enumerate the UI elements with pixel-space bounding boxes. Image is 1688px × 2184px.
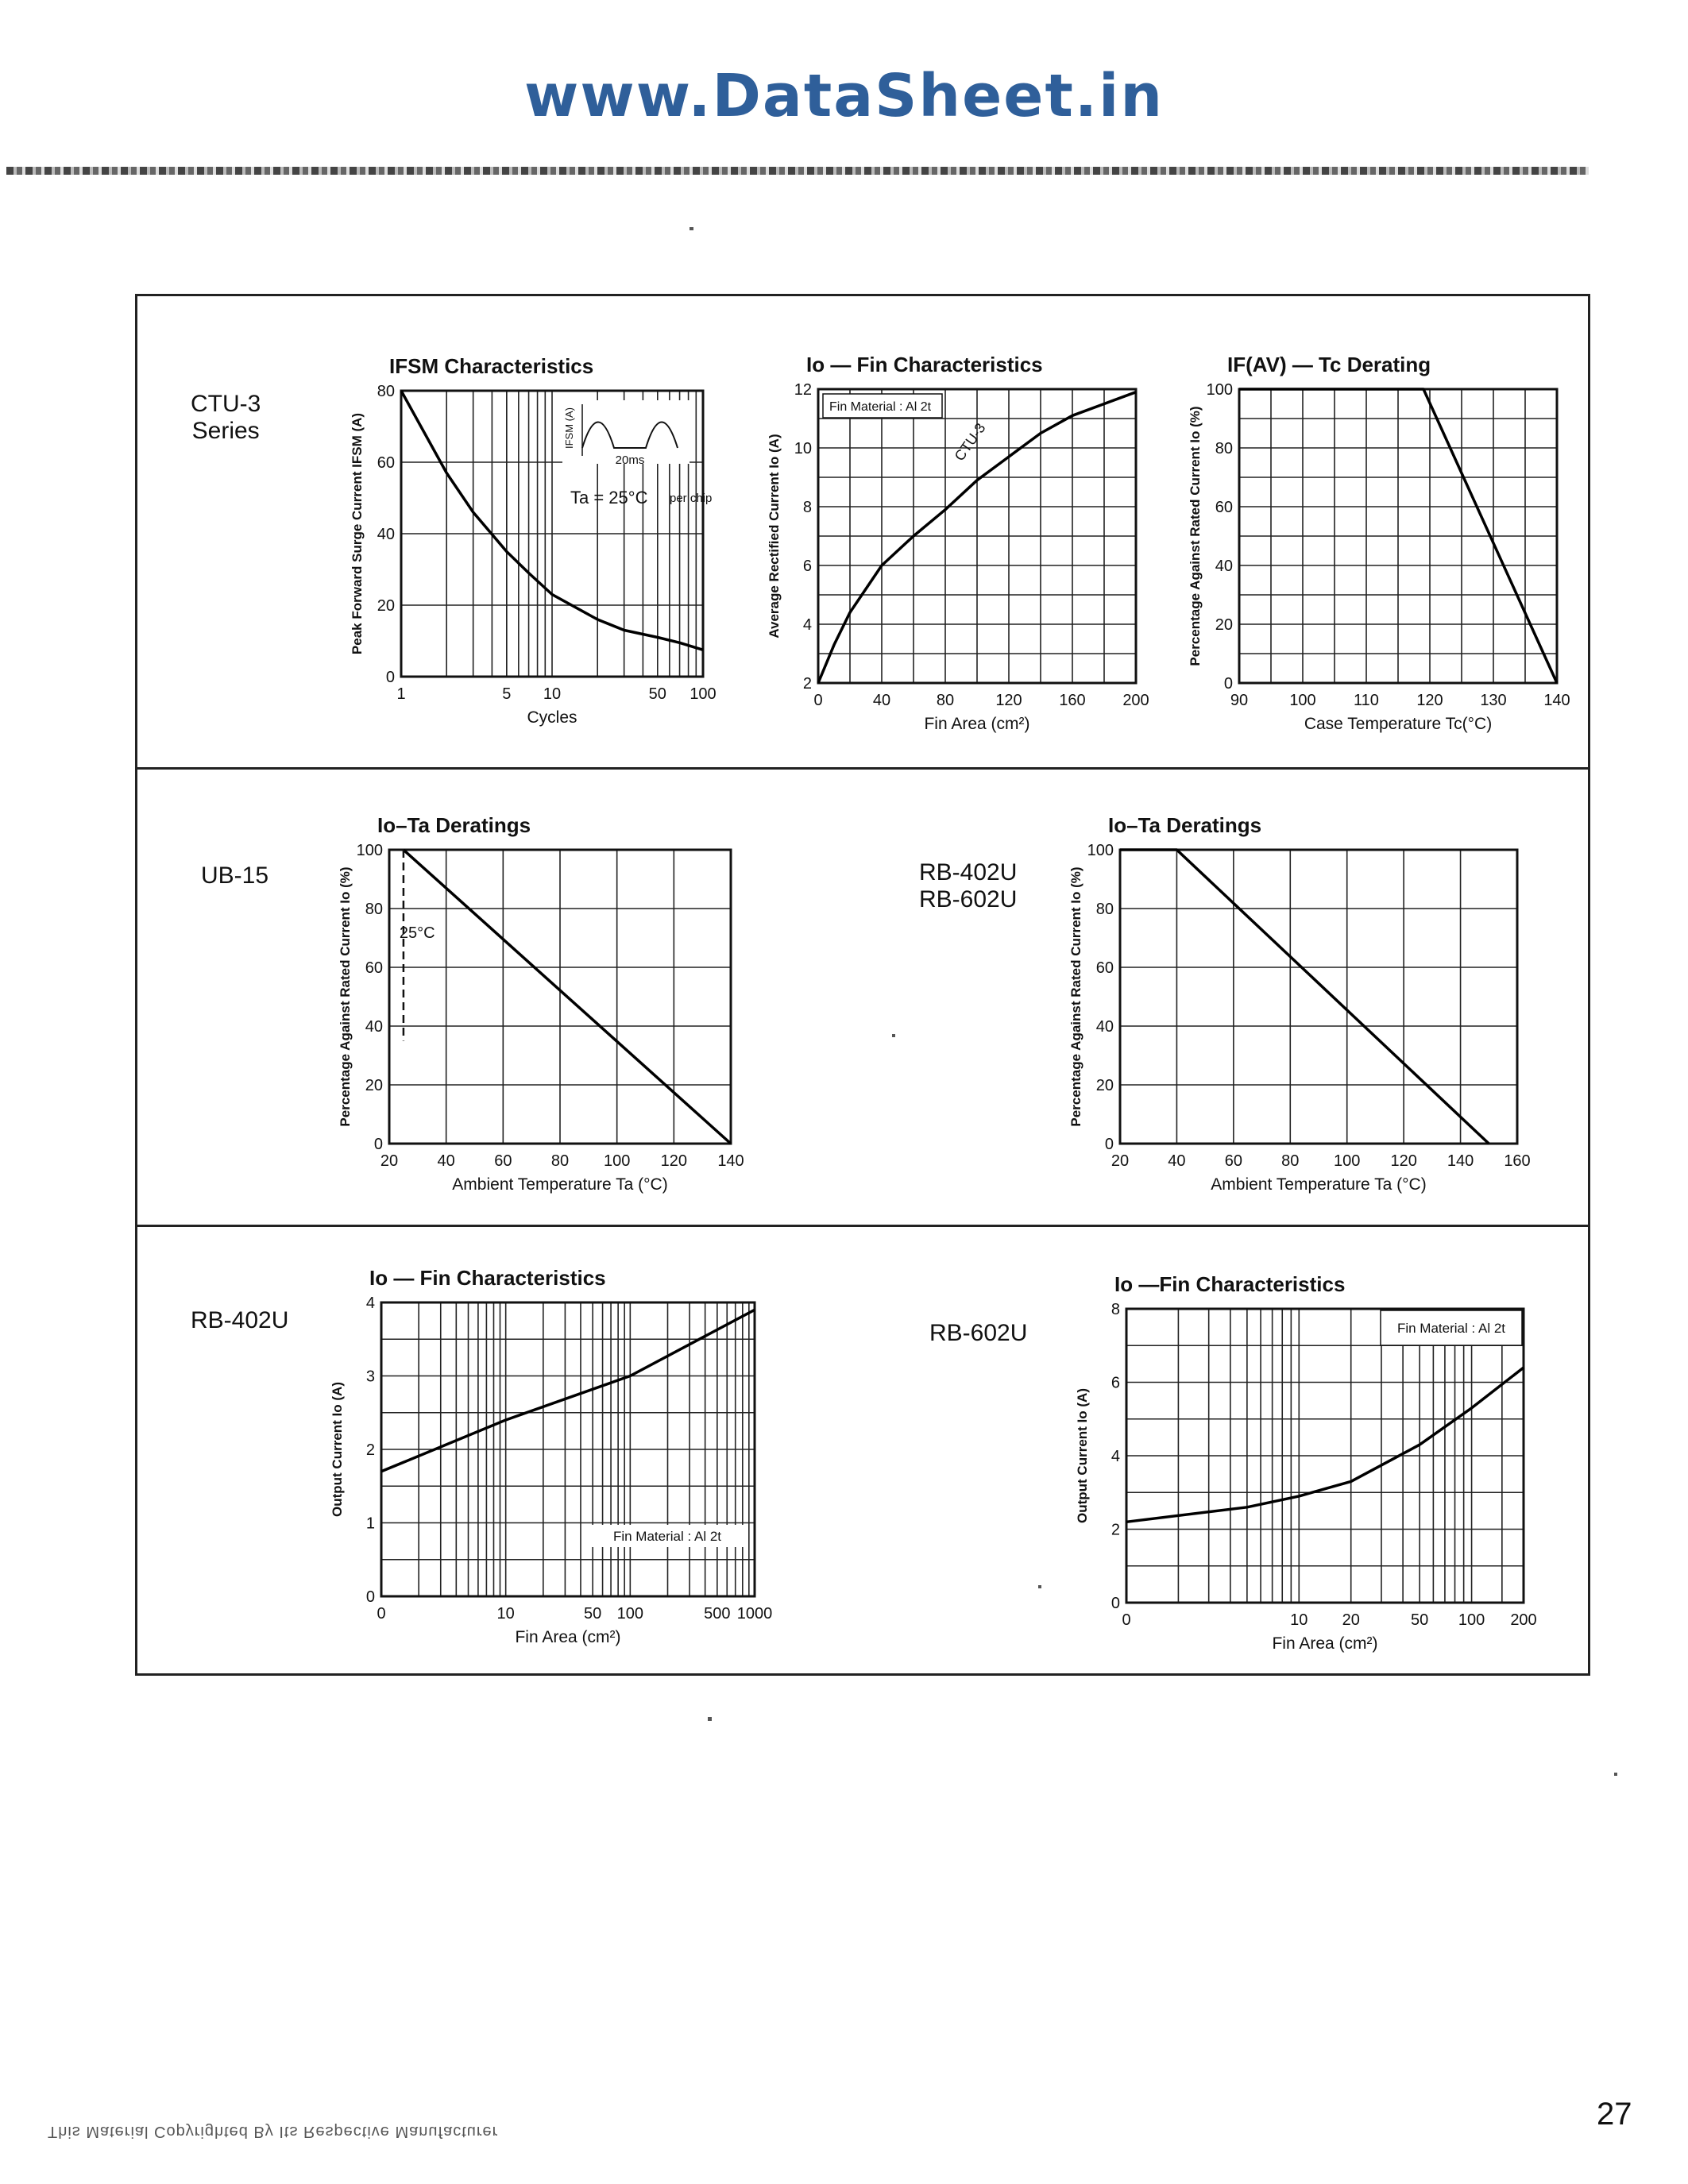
y-tick-label: 20: [377, 597, 395, 615]
x-tick-label: 50: [584, 1605, 602, 1623]
x-axis-label: Fin Area (cm²): [924, 715, 1030, 733]
x-tick-label: 1000: [736, 1605, 773, 1623]
chart-io-ta-ub15: [318, 801, 771, 1206]
x-tick-label: 100: [689, 685, 717, 703]
site-watermark[interactable]: www.DataSheet.in: [523, 62, 1165, 130]
ambient-temp-note: Ta = 25°C: [570, 488, 648, 507]
x-tick-label: 80: [936, 692, 955, 709]
y-tick-label: 60: [365, 959, 383, 977]
x-tick-label: 20: [1342, 1611, 1360, 1629]
fin-material-note: Fin Material : Al 2t: [612, 1529, 722, 1544]
chart-title: Io —Fin Characteristics: [1114, 1272, 1346, 1296]
chart-title: Io–Ta Deratings: [377, 813, 531, 837]
x-tick-label: 100: [1458, 1611, 1485, 1629]
x-tick-label: 40: [872, 692, 891, 709]
y-tick-label: 40: [1215, 558, 1233, 575]
series-label-rb602u: RB-602U: [929, 1320, 1028, 1346]
y-axis-label: Average Rectified Current Io (A): [767, 434, 782, 639]
x-tick-label: 10: [496, 1605, 515, 1623]
x-axis-label: Ambient Temperature Ta (°C): [1211, 1175, 1427, 1194]
header-rule: [6, 167, 1589, 175]
x-tick-label: 100: [1334, 1152, 1361, 1170]
x-axis-label: Fin Area (cm²): [515, 1628, 621, 1646]
series-label-rb402u: RB-402U: [191, 1307, 289, 1333]
x-tick-label: 100: [1289, 692, 1316, 709]
x-tick-label: 100: [616, 1605, 644, 1623]
y-tick-label: 20: [1095, 1077, 1114, 1094]
series-label-rb402u-rb602u: RB-402U RB-602U: [919, 859, 1018, 913]
y-axis-label: Percentage Against Rated Current Io (%): [1068, 866, 1083, 1127]
y-tick-label: 20: [1215, 616, 1233, 634]
chart-title: IFSM Characteristics: [389, 354, 594, 378]
y-tick-label: 40: [365, 1018, 383, 1036]
x-tick-label: 20: [1111, 1152, 1130, 1170]
x-tick-label: 40: [1168, 1152, 1186, 1170]
grid: [1120, 850, 1517, 1144]
x-tick-label: 160: [1059, 692, 1086, 709]
chart-io-fin-rb402u: [318, 1255, 778, 1660]
y-tick-label: 40: [1095, 1018, 1114, 1036]
per-chip-note: per chip: [670, 492, 713, 505]
x-tick-label: 120: [1416, 692, 1443, 709]
y-tick-label: 100: [356, 842, 383, 859]
y-axis-label: Percentage Against Rated Current Io (%): [1188, 406, 1203, 666]
y-tick-label: 0: [385, 669, 395, 686]
y-tick-label: 6: [1111, 1374, 1120, 1392]
y-axis-label: Output Current Io (A): [330, 1382, 345, 1517]
scan-speck: [1038, 1585, 1041, 1588]
chart-io-fin-rb602u: [1049, 1263, 1557, 1668]
y-tick-label: 80: [1215, 440, 1233, 457]
chart-ifsm: [334, 341, 731, 739]
x-tick-label: 5: [502, 685, 512, 703]
x-tick-label: 60: [494, 1152, 512, 1170]
y-tick-label: 0: [1223, 675, 1233, 693]
scan-speck: [892, 1034, 895, 1037]
y-tick-label: 12: [794, 381, 812, 399]
x-tick-label: 140: [1447, 1152, 1474, 1170]
fin-material-note: Fin Material : Al 2t: [829, 400, 932, 414]
grid: [1239, 389, 1557, 683]
plot-border: [1120, 850, 1517, 1144]
chart-title: IF(AV) — Tc Derating: [1227, 353, 1431, 376]
x-tick-label: 140: [717, 1152, 744, 1170]
y-axis-label: Percentage Against Rated Current Io (%): [338, 866, 353, 1127]
chart-io-fin-ctu3: [747, 341, 1160, 739]
y-tick-label: 80: [365, 901, 383, 918]
y-tick-label: 6: [802, 558, 812, 575]
y-tick-label: 60: [1095, 959, 1114, 977]
y-tick-label: 4: [1111, 1448, 1120, 1465]
y-tick-label: 4: [802, 616, 812, 634]
chart-io-ta-rb: [1049, 802, 1557, 1207]
scan-speck: [689, 227, 693, 230]
x-tick-label: 10: [543, 685, 562, 703]
y-tick-label: 2: [802, 675, 812, 693]
grid: [389, 850, 731, 1144]
x-tick-label: 120: [1390, 1152, 1417, 1170]
curve-label-ctu3: CTU-3: [951, 420, 989, 465]
x-tick-label: 50: [648, 685, 666, 703]
x-tick-label: 200: [1510, 1611, 1537, 1629]
x-tick-label: 20: [380, 1152, 399, 1170]
y-tick-label: 8: [1111, 1301, 1120, 1318]
y-tick-label: 100: [1087, 842, 1114, 859]
row-divider-2: [135, 1225, 1590, 1227]
x-axis-label: Ambient Temperature Ta (°C): [452, 1175, 668, 1194]
y-tick-label: 60: [1215, 499, 1233, 516]
x-tick-label: 0: [377, 1605, 386, 1623]
x-axis-label: Fin Area (cm²): [1272, 1634, 1378, 1653]
copyright-note: This Material Copyrighted By Its Respective Manufacturer: [48, 2123, 499, 2140]
chart-title: Io–Ta Deratings: [1108, 813, 1262, 837]
chart-title: Io — Fin Characteristics: [806, 353, 1043, 376]
x-axis-label: Cycles: [527, 708, 577, 727]
x-tick-label: 0: [1122, 1611, 1131, 1629]
y-tick-label: 0: [1104, 1136, 1114, 1153]
x-tick-label: 80: [1281, 1152, 1300, 1170]
y-tick-label: 0: [1111, 1595, 1120, 1612]
y-tick-label: 100: [1206, 381, 1233, 399]
x-tick-label: 140: [1543, 692, 1570, 709]
y-tick-label: 60: [377, 454, 395, 472]
x-tick-label: 500: [704, 1605, 731, 1623]
x-tick-label: 130: [1480, 692, 1507, 709]
scan-speck: [1614, 1773, 1617, 1776]
x-tick-label: 10: [1290, 1611, 1308, 1629]
y-tick-label: 2: [365, 1441, 375, 1459]
pulse-axis-label: IFSM (A): [563, 407, 575, 449]
y-tick-label: 0: [365, 1588, 375, 1606]
x-tick-label: 1: [396, 685, 406, 703]
x-tick-label: 200: [1122, 692, 1149, 709]
y-tick-label: 40: [377, 526, 395, 543]
chart-title: Io — Fin Characteristics: [369, 1266, 606, 1290]
page-number: 27: [1597, 2097, 1632, 2132]
series-label-ub15: UB-15: [201, 862, 269, 889]
x-tick-label: 110: [1354, 692, 1379, 709]
y-tick-label: 2: [1111, 1521, 1120, 1539]
series-line: [1120, 850, 1489, 1144]
x-tick-label: 120: [660, 1152, 688, 1170]
y-tick-label: 10: [794, 440, 812, 457]
y-tick-label: 0: [373, 1136, 383, 1153]
series-line: [404, 850, 731, 1144]
x-tick-label: 160: [1504, 1152, 1531, 1170]
chart-ifav-tc: [1160, 341, 1573, 739]
y-tick-label: 80: [1095, 901, 1114, 918]
y-tick-label: 8: [802, 499, 812, 516]
x-tick-label: 100: [603, 1152, 631, 1170]
fin-material-note: Fin Material : Al 2t: [1396, 1321, 1506, 1336]
scan-speck: [708, 1717, 712, 1721]
x-tick-label: 50: [1411, 1611, 1429, 1629]
ref-line-label: 25°C: [399, 924, 435, 942]
series-label-ctu3: CTU-3 Series: [191, 391, 261, 444]
x-tick-label: 40: [437, 1152, 455, 1170]
y-tick-label: 1: [365, 1515, 375, 1533]
row-divider-1: [135, 767, 1590, 770]
x-tick-label: 60: [1224, 1152, 1242, 1170]
x-tick-label: 80: [550, 1152, 570, 1170]
y-tick-label: 3: [365, 1368, 375, 1386]
y-tick-label: 20: [365, 1077, 383, 1094]
y-tick-label: 4: [365, 1295, 375, 1312]
series-line: [381, 1310, 755, 1472]
y-axis-label: Peak Forward Surge Current IFSM (A): [350, 412, 365, 655]
y-tick-label: 80: [377, 383, 395, 400]
x-tick-label: 0: [813, 692, 823, 709]
grid: [1126, 1309, 1524, 1603]
x-tick-label: 90: [1230, 692, 1249, 709]
x-tick-label: 120: [995, 692, 1022, 709]
y-axis-label: Output Current Io (A): [1075, 1388, 1090, 1523]
x-axis-label: Case Temperature Tc(°C): [1304, 715, 1493, 733]
pulse-period-label: 20ms: [615, 453, 645, 467]
